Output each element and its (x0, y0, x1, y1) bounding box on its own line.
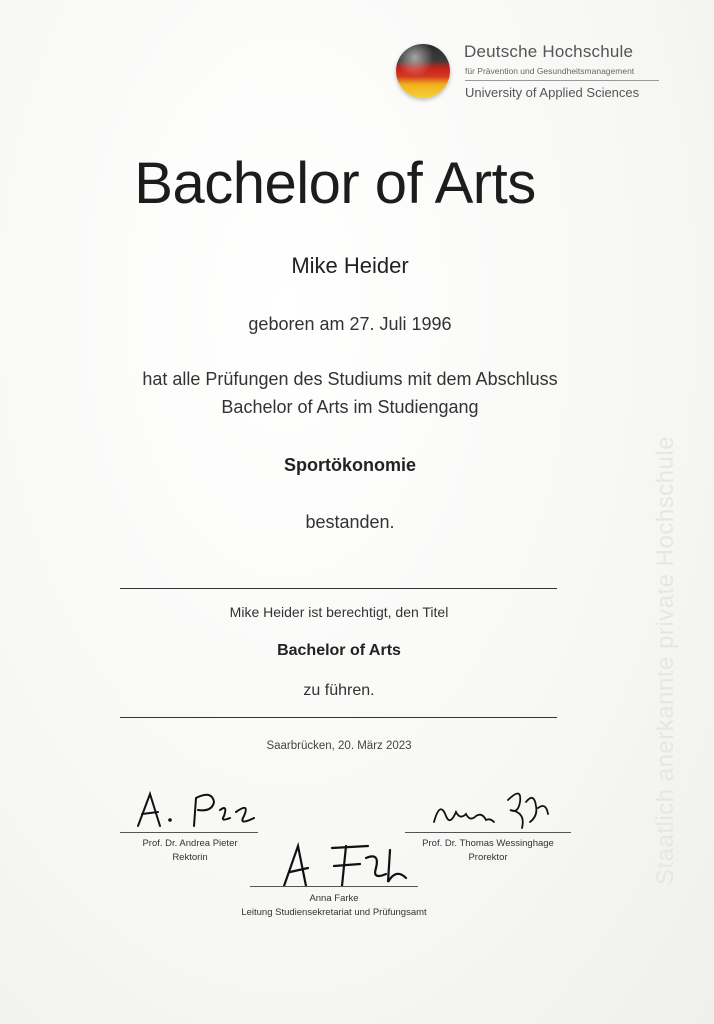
lead-text: zu führen. (303, 682, 375, 699)
divider-bottom (120, 717, 557, 718)
signature-right-image (430, 782, 560, 832)
study-subject: Sportökonomie (283, 455, 416, 475)
divider-top (120, 588, 557, 589)
birth-date: geboren am 27. Juli 1996 (248, 314, 452, 334)
signature-left-role: Rektorin (172, 852, 208, 863)
signature-center-image (276, 838, 416, 890)
signature-left-line (120, 832, 258, 833)
logo-title: Deutsche Hochschule (464, 42, 634, 61)
logo-university: University of Applied Sciences (465, 85, 640, 100)
watermark-text: Staatlich anerkannte private Hochschule (652, 435, 679, 885)
logo-divider (465, 80, 659, 81)
signature-right-line (405, 832, 571, 833)
graduate-name: Mike Heider (291, 253, 409, 278)
degree-title-small: Bachelor of Arts (277, 642, 401, 659)
place-date: Saarbrücken, 20. März 2023 (266, 740, 412, 752)
signature-center-name: Anna Farke (309, 893, 359, 904)
signature-right-role: Prorektor (468, 852, 508, 863)
signature-center-role: Leitung Studiensekretariat und Prüfungsamt (241, 907, 427, 918)
signature-left-image (132, 782, 262, 832)
degree-title: Bachelor of Arts (134, 151, 536, 216)
statement-line-2: Bachelor of Arts im Studiengang (221, 397, 479, 417)
signature-center-line (250, 886, 418, 887)
statement-line-1: hat alle Prüfungen des Studiums mit dem Abschluss (142, 369, 558, 389)
logo-subtitle: für Prävention und Gesundheitsmanagement (465, 66, 635, 76)
signature-right-name: Prof. Dr. Thomas Wessinghage (422, 838, 554, 849)
passed-text: bestanden. (305, 512, 395, 532)
university-logo-icon (396, 44, 450, 98)
signature-left-name: Prof. Dr. Andrea Pieter (142, 838, 238, 849)
entitled-text: Mike Heider ist berechtigt, den Titel (229, 604, 449, 620)
